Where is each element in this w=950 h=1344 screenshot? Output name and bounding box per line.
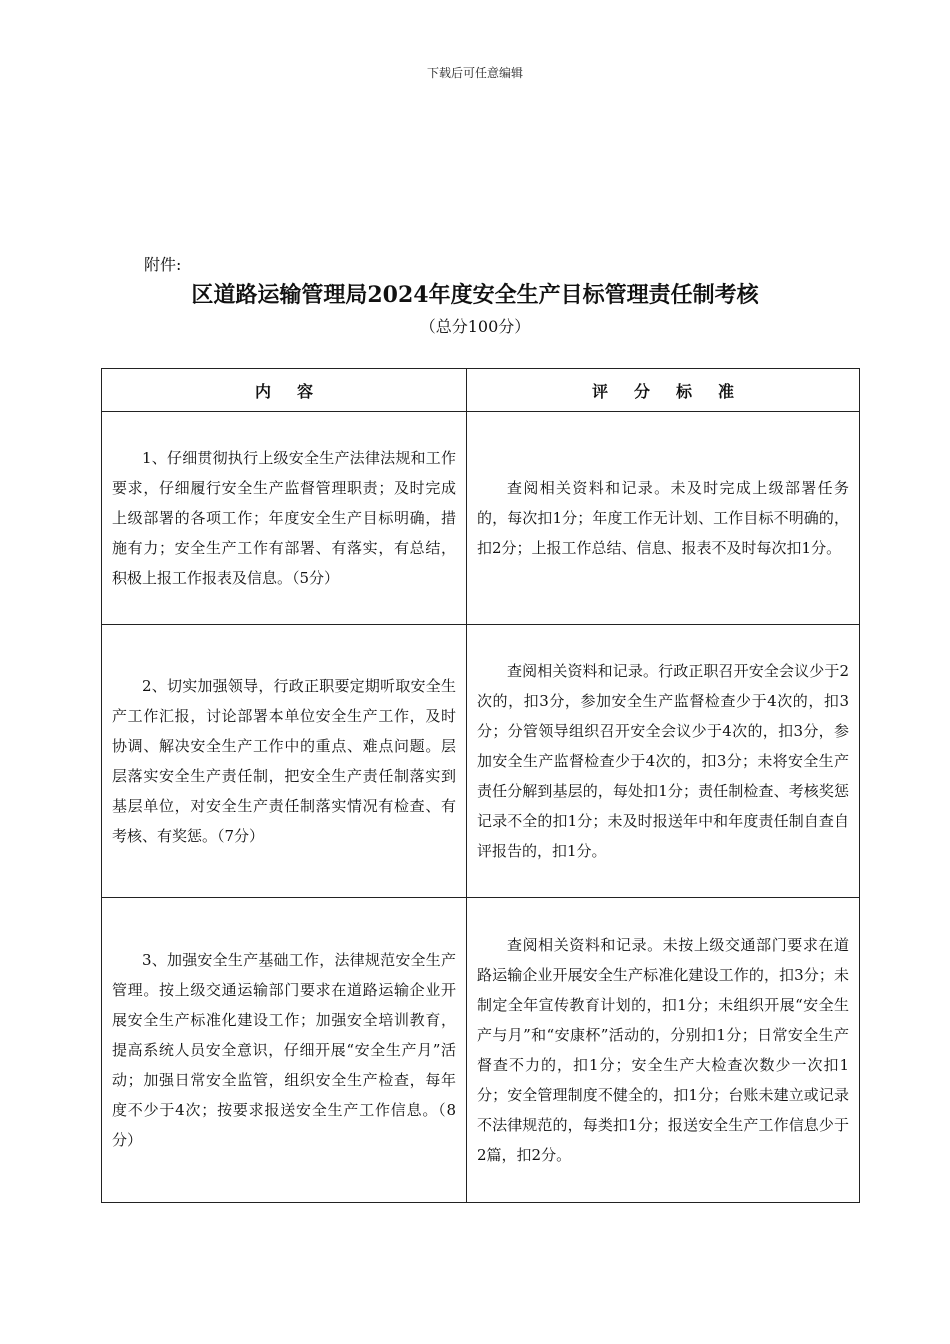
column-header-criteria: 评分标准 (467, 369, 860, 412)
watermark-text: 下载后可任意编辑 (426, 66, 523, 80)
assessment-table-container (101, 368, 859, 1203)
content-cell (102, 898, 467, 1203)
table-header-row (102, 369, 860, 412)
criteria-text: 查阅相关资料和记录。未及时完成上级部署任务的，每次扣1分；年度工作无计划、工作目标不明确的，扣2分；上报工作总结、信息、报表不及时每次扣1分。 (477, 479, 849, 557)
document-title: 区道路运输管理局2024年度安全生产目标管理责任制考核 (191, 282, 759, 308)
content-cell (102, 412, 467, 625)
content-text: 1、仔细贯彻执行上级安全生产法律法规和工作要求，仔细履行安全生产监督管理职责；及时完成上级部署的各项工作；年度安全生产目标明确，措施有力；安全生产工作有部署、有落实，有总结，积极上报工作报表及信息。（5分） (112, 449, 456, 587)
criteria-text: 查阅相关资料和记录。行政正职召开安全会议少于2次的，扣3分，参加安全生产监督检查少于4次的，扣3分；分管领导组织召开安全会议少于4次的，扣3分，参加安全生产监督检查少于4次的，扣3分；未将安全生产责任分解到基层的，每处扣1分；责任制检查、考核奖惩记录不全的扣1分；未及时报送年中和年度责任制自查自评报告的，扣1分。 (477, 662, 849, 860)
criteria-cell (467, 625, 860, 898)
criteria-cell (467, 898, 860, 1203)
table-row (102, 412, 860, 625)
content-text: 3、加强安全生产基础工作，法律规范安全生产管理。按上级交通运输部门要求在道路运输企业开展安全生产标准化建设工作；加强安全培训教育，提高系统人员安全意识，仔细开展“安全生产月”活动；加强日常安全监管，组织安全生产检查，每年度不少于4次；按要求报送安全生产工作信息。（8分） (112, 951, 456, 1149)
assessment-table (101, 368, 860, 1203)
document-subtitle: （总分100分） (419, 317, 531, 336)
criteria-text: 查阅相关资料和记录。未按上级交通部门要求在道路运输企业开展安全生产标准化建设工作的，扣3分；未制定全年宣传教育计划的，扣1分；未组织开展“安全生产与月”和“安康杯”活动的，分别扣1分；日常安全生产督查不力的，扣1分；安全生产大检查次数少一次扣1分；安全管理制度不健全的，扣1分；台账未建立或记录不法律规范的，每类扣1分；报送安全生产工作信息少于2篇，扣2分。 (477, 936, 849, 1164)
content-cell (102, 625, 467, 898)
column-header-content: 内容 (102, 369, 467, 412)
criteria-cell (467, 412, 860, 625)
attachment-label: 附件: (144, 255, 182, 274)
table-row (102, 625, 860, 898)
table-row (102, 898, 860, 1203)
content-text: 2、切实加强领导，行政正职要定期听取安全生产工作汇报，讨论部署本单位安全生产工作，及时协调、解决安全生产工作中的重点、难点问题。层层落实安全生产责任制，把安全生产责任制落实到基层单位，对安全生产责任制落实情况有检查、有考核、有奖惩。（7分） (112, 677, 456, 845)
